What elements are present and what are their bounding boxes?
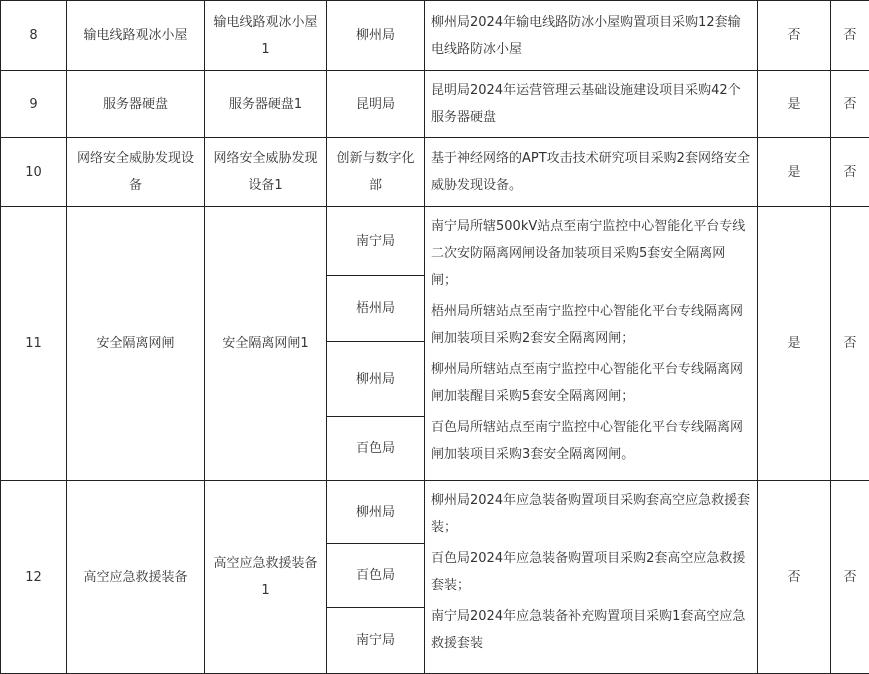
table-row [1, 481, 869, 544]
equipment-name: 服务器硬盘 [67, 71, 205, 138]
equipment-item: 输电线路观冰小屋1 [205, 1, 327, 71]
flag-a: 否 [758, 481, 831, 674]
equipment-name: 网络安全威胁发现设备 [67, 138, 205, 207]
unit: 创新与数字化部 [327, 138, 425, 207]
table-row [1, 207, 869, 276]
unit: 柳州局 [327, 481, 425, 544]
description: 南宁局所辖500kV站点至南宁监控中心智能化平台专线二次安防隔离网闸设备加装项目采购5套安全隔离网闸； 梧州局所辖站点至南宁监控中心智能化平台专线隔离网闸加装项目采购2套安全隔离网闸； 柳州局所辖站点至南宁监控中心智能化平台专线隔离网闸加装醒目采购5套安全隔离网闸； 百色局所辖站点至南宁监控中心智能化平台专线隔离网闸加装项目采购3套安全隔离网闸。 [425, 207, 758, 481]
unit: 百色局 [327, 417, 425, 481]
flag-a: 是 [758, 138, 831, 207]
equipment-item: 高空应急救援装备1 [205, 481, 327, 674]
row-number: 11 [1, 207, 67, 481]
flag-a: 否 [758, 1, 831, 71]
flag-b: 否 [831, 138, 869, 207]
row-number: 10 [1, 138, 67, 207]
table-row [1, 71, 869, 138]
equipment-item: 服务器硬盘1 [205, 71, 327, 138]
row-number: 9 [1, 71, 67, 138]
equipment-item: 网络安全威胁发现设备1 [205, 138, 327, 207]
description: 柳州局2024年应急装备购置项目采购套高空应急救援套装； 百色局2024年应急装备购置项目采购2套高空应急救援套装； 南宁局2024年应急装备补充购置项目采购1套高空应急救援套装 [425, 481, 758, 674]
flag-b: 否 [831, 481, 869, 674]
flag-a: 是 [758, 71, 831, 138]
table-row [1, 138, 869, 207]
flag-b: 否 [831, 1, 869, 71]
unit: 柳州局 [327, 342, 425, 417]
row-number: 12 [1, 481, 67, 674]
unit: 南宁局 [327, 207, 425, 276]
unit: 南宁局 [327, 608, 425, 674]
unit: 昆明局 [327, 71, 425, 138]
unit: 柳州局 [327, 1, 425, 71]
description: 基于神经网络的APT攻击技术研究项目采购2套网络安全威胁发现设备。 [425, 138, 758, 207]
equipment-item: 安全隔离网闸1 [205, 207, 327, 481]
flag-b: 否 [831, 207, 869, 481]
unit: 梧州局 [327, 276, 425, 342]
row-number: 8 [1, 1, 67, 71]
equipment-name: 高空应急救援装备 [67, 481, 205, 674]
equipment-name: 安全隔离网闸 [67, 207, 205, 481]
flag-b: 否 [831, 71, 869, 138]
description: 昆明局2024年运营管理云基础设施建设项目采购42个服务器硬盘 [425, 71, 758, 138]
table-row [1, 1, 869, 71]
flag-a: 是 [758, 207, 831, 481]
description: 柳州局2024年输电线路防冰小屋购置项目采购12套输电线路防冰小屋 [425, 1, 758, 71]
equipment-name: 输电线路观冰小屋 [67, 1, 205, 71]
unit: 百色局 [327, 544, 425, 608]
